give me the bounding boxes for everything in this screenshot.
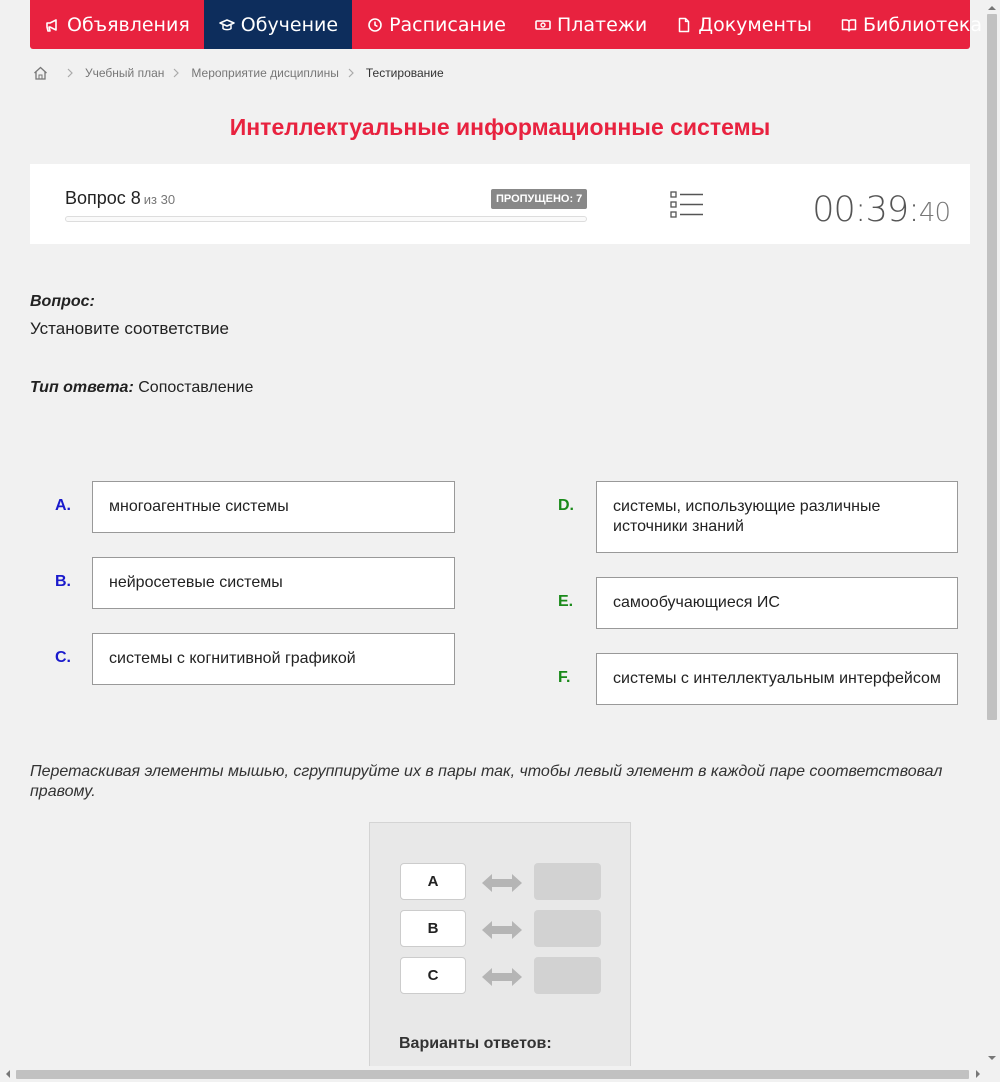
item-letter: D.	[558, 497, 574, 514]
pairing-area	[369, 822, 631, 1082]
drop-slot[interactable]	[534, 957, 601, 994]
nav-item-label: Документы	[698, 13, 812, 36]
match-item-left: системы с когнитивной графикой	[92, 633, 455, 685]
timer	[812, 190, 950, 230]
question-list-icon[interactable]	[670, 190, 704, 220]
scroll-right-icon[interactable]	[974, 1070, 982, 1078]
question-number-label: Вопрос 8	[65, 188, 141, 208]
question-label: Вопрос:	[30, 293, 95, 310]
nav-item-library[interactable]	[826, 0, 1000, 49]
chevron-right-icon	[64, 67, 76, 79]
horizontal-scrollbar[interactable]	[0, 1066, 1000, 1082]
chevron-right-icon	[345, 67, 357, 79]
question-total: из 30	[143, 192, 176, 207]
match-item-left: многоагентные системы	[92, 481, 455, 533]
clock-icon	[366, 16, 384, 34]
nav-item-label: Платежи	[556, 13, 648, 36]
nav-item-label: Библиотека	[862, 13, 983, 36]
item-letter: A.	[55, 497, 71, 514]
timer-seconds: 40	[918, 198, 950, 228]
nav-item-learning[interactable]	[204, 0, 352, 49]
answer-type	[30, 379, 253, 397]
pair-key[interactable]: C	[400, 957, 466, 994]
vertical-scrollbar[interactable]	[984, 0, 1000, 1066]
breadcrumb	[33, 62, 444, 84]
double-arrow-icon	[482, 967, 522, 987]
question-text: Установите соответствие	[30, 319, 229, 338]
answer-type-label: Тип ответа:	[30, 379, 134, 396]
match-item-right: системы, использующие различные источники знаний	[596, 481, 958, 553]
pair-key[interactable]: A	[400, 863, 466, 900]
item-letter: F.	[558, 669, 571, 686]
drag-instruction: Перетаскивая элементы мышью, сгруппируйте их в пары так, чтобы левый элемент в каждой паре соответствовал правому.	[30, 763, 943, 800]
question-status-panel	[30, 164, 970, 244]
page-title: Интеллектуальные информационные системы	[229, 114, 771, 140]
megaphone-icon	[44, 16, 62, 34]
scrollbar-thumb[interactable]	[16, 1070, 969, 1079]
document-icon	[675, 16, 693, 34]
progress-bar	[65, 216, 587, 222]
answer-options-label: Варианты ответов:	[399, 1035, 552, 1052]
double-arrow-icon	[482, 873, 522, 893]
match-item-right: самообучающиеся ИС	[596, 577, 958, 629]
timer-main: 00:39:	[812, 190, 919, 230]
match-item-left: нейросетевые системы	[92, 557, 455, 609]
question-number	[65, 188, 175, 209]
nav-item-label: Расписание	[389, 13, 506, 36]
nav-item-label: Обучение	[240, 13, 339, 36]
scroll-up-icon[interactable]	[988, 4, 996, 12]
nav-item-documents[interactable]	[661, 0, 826, 49]
breadcrumb-current: Тестирование	[365, 66, 444, 80]
nav-item-schedule[interactable]	[352, 0, 520, 49]
scrollbar-thumb[interactable]	[987, 14, 997, 720]
item-letter: B.	[55, 573, 71, 590]
double-arrow-icon	[482, 920, 522, 940]
nav-item-announcements[interactable]	[30, 0, 204, 49]
skipped-badge: ПРОПУЩЕНО: 7	[491, 189, 587, 209]
scroll-left-icon[interactable]	[4, 1070, 12, 1078]
nav-item-payments[interactable]	[520, 0, 661, 49]
top-nav	[30, 0, 983, 49]
item-letter: C.	[55, 649, 71, 666]
answer-type-value: Сопоставление	[138, 379, 254, 396]
breadcrumb-link-curriculum[interactable]: Учебный план	[85, 66, 165, 80]
match-item-right: системы с интеллектуальным интерфейсом	[596, 653, 958, 705]
book-icon	[840, 16, 858, 34]
breadcrumb-link-discipline-event[interactable]: Мероприятие дисциплины	[191, 66, 339, 80]
money-icon	[534, 16, 552, 34]
drop-slot[interactable]	[534, 910, 601, 947]
pair-key[interactable]: B	[400, 910, 466, 947]
item-letter: E.	[558, 593, 574, 610]
drop-slot[interactable]	[534, 863, 601, 900]
graduation-cap-icon	[218, 16, 236, 34]
home-icon[interactable]	[33, 66, 48, 81]
chevron-right-icon	[170, 67, 182, 79]
nav-item-label: Объявления	[67, 13, 190, 36]
scroll-down-icon[interactable]	[988, 1054, 996, 1062]
